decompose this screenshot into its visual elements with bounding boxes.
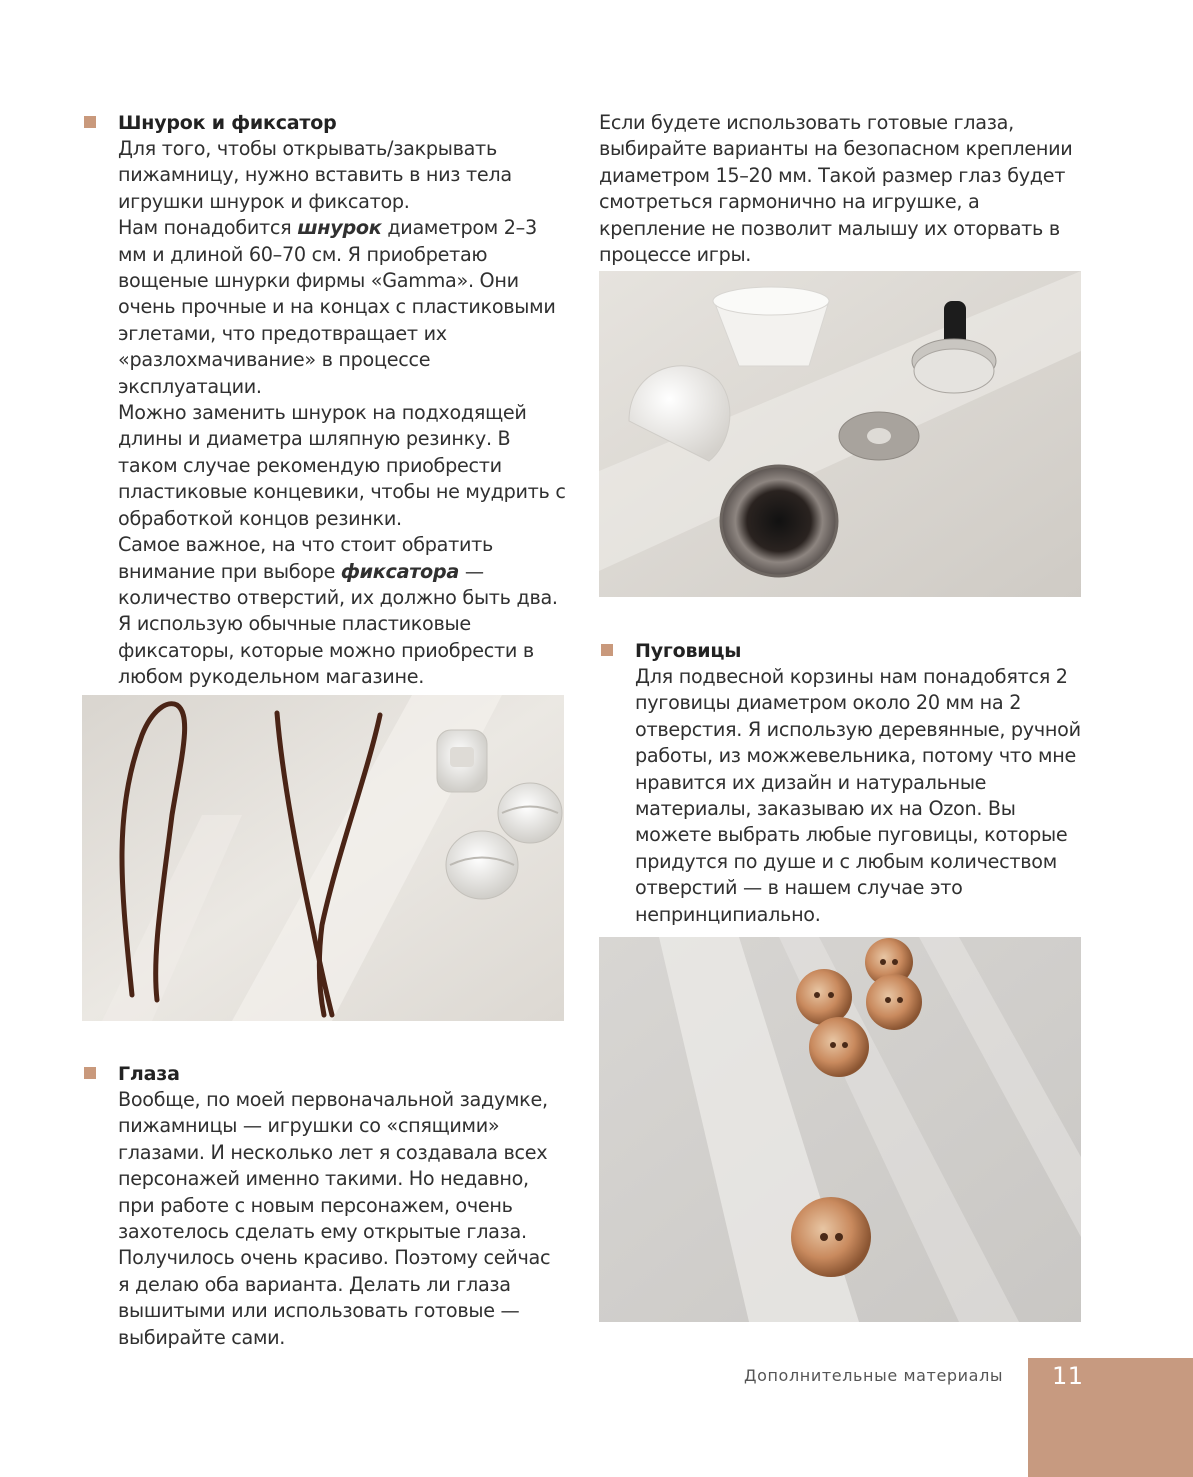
section-body bbox=[82, 1087, 566, 1351]
text-run: Нам понадобится bbox=[118, 216, 298, 240]
page-number: 11 bbox=[1052, 1362, 1084, 1390]
paragraph bbox=[118, 215, 566, 400]
bullet-square-icon bbox=[84, 116, 96, 128]
paragraph: Я использую обычные пластиковые фиксаторы, которые можно приобрести в любом рукодельном магазине. bbox=[118, 612, 534, 689]
paragraph: Если будете использовать готовые глаза, выбирайте варианты на безопасном креплении диаметром 15–20 мм. Такой размер глаз будет смотреться гармонично на игрушке, а крепление не позволит малышу их оторвать в процессе игры. bbox=[599, 111, 1073, 267]
paragraph: Можно заменить шнурок на подходящей длины и диаметра шляпную резинку. В таком случае рекомендую приобрести пластиковые концевики, чтобы не мудрить с обработкой концов резинки. bbox=[118, 401, 566, 530]
text-run: диаметром 2–3 мм и длиной 60–70 см. Я приобретаю вощеные шнурки фирмы «Gamma». Они очень прочные и на концах с пластиковыми эглетами, что предотвращает их «разлохмачивание» в процессе эксплуатации. bbox=[118, 216, 556, 398]
footer-section-name: Дополнительные материалы bbox=[744, 1366, 1004, 1385]
eyes-continuation bbox=[599, 110, 1083, 268]
paragraph: Для того, чтобы открывать/закрывать пижамницу, нужно вставить в низ тела игрушки шнурок и фиксатор. bbox=[118, 137, 512, 213]
photo-safety-eyes bbox=[599, 271, 1081, 597]
bullet-square-icon bbox=[84, 1067, 96, 1079]
bullet-square-icon bbox=[601, 644, 613, 656]
section-heading bbox=[82, 1061, 566, 1087]
section-lace-and-lock bbox=[82, 110, 566, 691]
text-run: — количество отверстий, их должно быть два. bbox=[118, 559, 558, 609]
paragraph bbox=[118, 532, 566, 611]
paragraph: Для подвесной корзины нам понадобятся 2 пуговицы диаметром около 20 мм на 2 отверстия. Я использую деревянные, ручной работы, из можжевельника, потому что мне нравится их дизайн и натуральные материалы, заказываю их на Ozon. Вы можете выбрать любые пуговицы, которые придутся по душе и с любым количеством отверстий — в нашем случае это непринципиально. bbox=[635, 665, 1081, 926]
section-heading bbox=[82, 110, 566, 136]
emphasis-lock: фиксатора bbox=[340, 559, 460, 583]
text-run: Самое важное, на что стоит обратить внимание при выборе bbox=[118, 533, 494, 583]
photo-wooden-buttons bbox=[599, 937, 1081, 1322]
section-buttons bbox=[599, 638, 1083, 928]
emphasis-lace: шнурок bbox=[297, 216, 382, 240]
section-title: Глаза bbox=[118, 1063, 180, 1085]
paragraph: Вообще, по моей первоначальной задумке, пижамницы — игрушки со «спящими» глазами. И несколько лет я создавала всех персонажей именно такими. Но недавно, при работе с новым персонажем, очень захотелось сделать ему открытые глаза. Получилось очень красиво. Поэтому сейчас я делаю оба варианта. Делать ли глаза вышитыми или использовать готовые — выбирайте сами. bbox=[118, 1088, 551, 1349]
section-eyes bbox=[82, 1061, 566, 1351]
section-title: Шнурок и фиксатор bbox=[118, 112, 337, 134]
photo-laces-and-stoppers bbox=[82, 695, 564, 1021]
section-body bbox=[82, 136, 566, 691]
section-heading bbox=[599, 638, 1083, 664]
section-title: Пуговицы bbox=[635, 640, 742, 662]
section-body bbox=[599, 664, 1083, 928]
